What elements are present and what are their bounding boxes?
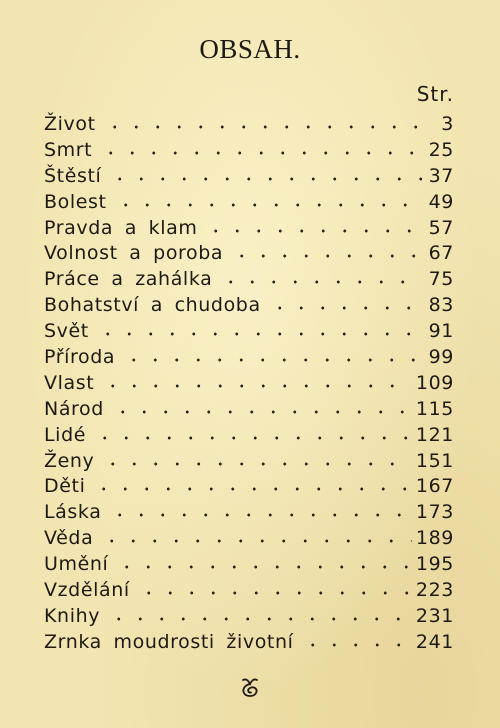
toc-entry-label: Smrt xyxy=(44,138,93,161)
toc-entry-label: Zrnka moudrosti životní xyxy=(44,630,294,653)
toc-entry-page-number: 189 xyxy=(415,527,454,550)
toc-entry xyxy=(44,472,454,498)
dot-leader xyxy=(115,188,422,208)
page-title: OBSAH. xyxy=(199,34,301,64)
toc-entry-page-number: 231 xyxy=(415,604,454,627)
toc-entry-page-number: 75 xyxy=(428,268,454,291)
toc-entry-page-number: 223 xyxy=(415,579,454,602)
toc-entry xyxy=(44,343,454,369)
toc-entry xyxy=(44,136,454,162)
dot-leader xyxy=(138,576,412,596)
toc-entry-label: Vzdělání xyxy=(44,579,130,602)
fleuron-ornament-icon-graphic xyxy=(239,676,261,700)
toc-entry xyxy=(44,239,454,265)
dot-leader xyxy=(205,214,422,234)
dot-leader xyxy=(112,395,412,415)
dot-leader xyxy=(102,369,412,389)
toc-entry xyxy=(44,421,454,447)
dot-leader xyxy=(109,498,411,518)
toc-entry-label: Volnost a poroba xyxy=(44,242,224,265)
toc-entry xyxy=(44,395,454,421)
toc-entry-label: Děti xyxy=(44,475,86,498)
toc-entry-label: Svět xyxy=(44,320,89,343)
toc-entry xyxy=(44,188,454,214)
toc-entry xyxy=(44,628,454,654)
dot-leader xyxy=(231,239,422,259)
toc-entry-page-number: 241 xyxy=(415,630,454,653)
toc-entry xyxy=(44,447,454,473)
toc-entry-page-number: 121 xyxy=(415,423,454,446)
toc-entry-page-number: 173 xyxy=(415,501,454,524)
toc-entry-page-number: 25 xyxy=(428,138,454,161)
toc-entry-label: Život xyxy=(44,113,96,135)
toc-entry-page-number: 57 xyxy=(428,216,454,239)
dot-leader xyxy=(116,550,411,570)
dot-leader xyxy=(101,524,412,544)
toc-entry-label: Práce a zahálka xyxy=(44,268,213,291)
toc-entry-label: Věda xyxy=(44,527,94,550)
toc-entry xyxy=(44,369,454,395)
toc-entry-label: Knihy xyxy=(44,604,101,627)
dot-leader xyxy=(108,602,412,622)
toc-entry-label: Národ xyxy=(44,397,104,420)
toc-entry-page-number: 99 xyxy=(428,346,454,369)
toc-entry-page-number: 167 xyxy=(415,475,454,498)
dot-leader xyxy=(109,162,422,182)
toc-entry xyxy=(44,110,454,136)
dot-leader xyxy=(94,421,412,441)
dot-leader xyxy=(100,136,422,156)
dot-leader xyxy=(123,343,422,363)
toc-entry-label: Bohatství a chudoba xyxy=(44,294,261,317)
toc-entry xyxy=(44,524,454,550)
dot-leader xyxy=(93,472,411,492)
toc-entry-page-number: 195 xyxy=(415,553,454,576)
dot-leader xyxy=(97,317,422,337)
toc-entry-label: Lidé xyxy=(44,423,87,446)
toc-entry xyxy=(44,550,454,576)
fleuron-ornament-icon xyxy=(0,676,500,704)
dot-leader xyxy=(220,265,422,285)
toc-entry-label: Ženy xyxy=(44,449,95,472)
toc-entry xyxy=(44,291,454,317)
toc-entry-label: Umění xyxy=(44,553,109,576)
toc-entry xyxy=(44,498,454,524)
toc-entry xyxy=(44,214,454,240)
toc-entry xyxy=(44,576,454,602)
toc-entry-label: Láska xyxy=(44,501,102,524)
toc-entry xyxy=(44,265,454,291)
toc-entry-page-number: 83 xyxy=(428,294,454,317)
page-column-label: Str. xyxy=(416,82,454,106)
toc-entry-page-number: 109 xyxy=(415,371,454,394)
dot-leader xyxy=(269,291,422,311)
toc-entry-page-number: 115 xyxy=(415,397,454,420)
toc-entry-page-number: 3 xyxy=(441,113,454,135)
toc-entry-label: Vlast xyxy=(44,371,95,394)
toc-entry-label: Pravda a klam xyxy=(44,216,198,239)
toc-entry-page-number: 151 xyxy=(415,449,454,472)
dot-leader xyxy=(102,447,412,467)
toc-entry-label: Příroda xyxy=(44,346,116,369)
dot-leader xyxy=(302,628,412,648)
toc-entry-page-number: 37 xyxy=(428,164,454,187)
table-of-contents xyxy=(44,110,454,654)
toc-entry xyxy=(44,602,454,628)
toc-entry-label: Štěstí xyxy=(44,164,102,187)
toc-entry-page-number: 91 xyxy=(428,320,454,343)
toc-entry-label: Bolest xyxy=(44,190,107,213)
dot-leader xyxy=(104,110,422,130)
toc-entry xyxy=(44,317,454,343)
toc-entry xyxy=(44,162,454,188)
toc-entry-page-number: 49 xyxy=(428,190,454,213)
toc-entry-page-number: 67 xyxy=(428,242,454,265)
